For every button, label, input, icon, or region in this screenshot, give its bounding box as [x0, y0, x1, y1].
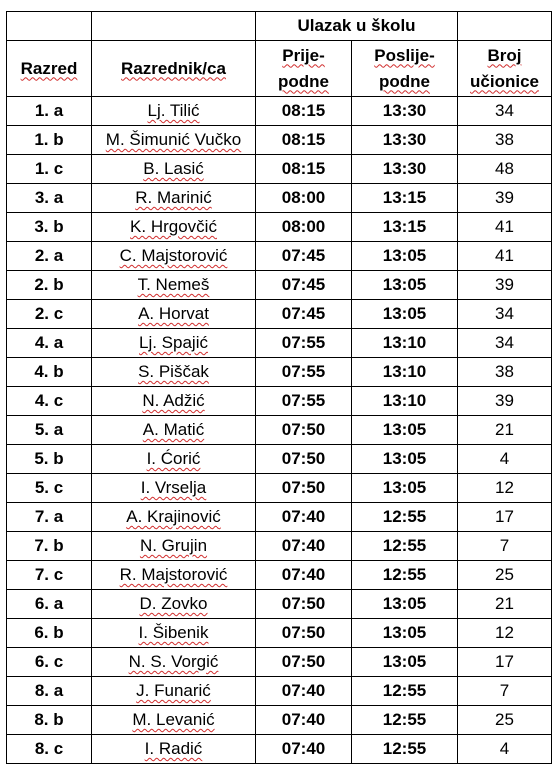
morning-time-cell: 08:15: [256, 97, 352, 126]
teacher-cell: S. Piščak: [92, 358, 256, 387]
room-cell: 4: [458, 445, 552, 474]
class-cell: 5. b: [7, 445, 92, 474]
class-cell: 4. b: [7, 358, 92, 387]
room-cell: 38: [458, 358, 552, 387]
room-cell: 4: [458, 735, 552, 764]
class-cell: 6. a: [7, 590, 92, 619]
table-row: [7, 445, 552, 474]
teacher-cell: K. Hrgovčić: [92, 213, 256, 242]
class-cell: 5. c: [7, 474, 92, 503]
teacher-cell: I. Šibenik: [92, 619, 256, 648]
room-cell: 7: [458, 677, 552, 706]
room-cell: 39: [458, 271, 552, 300]
morning-time-cell: 08:00: [256, 213, 352, 242]
teacher-cell: I. Ćorić: [92, 445, 256, 474]
room-cell: 7: [458, 532, 552, 561]
table-row: [7, 735, 552, 764]
teacher-cell: Lj. Spajić: [92, 329, 256, 358]
table-row: [7, 300, 552, 329]
class-cell: 6. b: [7, 619, 92, 648]
table-row: [7, 184, 552, 213]
teacher-cell: N. Grujin: [92, 532, 256, 561]
room-cell: 12: [458, 474, 552, 503]
room-cell: 48: [458, 155, 552, 184]
morning-time-cell: 07:50: [256, 590, 352, 619]
afternoon-time-cell: 13:05: [352, 300, 458, 329]
afternoon-time-cell: 13:30: [352, 97, 458, 126]
class-cell: 2. a: [7, 242, 92, 271]
header-afternoon: Poslije- podne: [352, 41, 458, 97]
morning-time-cell: 07:40: [256, 561, 352, 590]
table-row: [7, 590, 552, 619]
header-morning: Prije- podne: [256, 41, 352, 97]
room-cell: 21: [458, 590, 552, 619]
teacher-cell: N. S. Vorgić: [92, 648, 256, 677]
class-cell: 4. a: [7, 329, 92, 358]
class-cell: 3. a: [7, 184, 92, 213]
header-teacher: Razrednik/ca: [92, 41, 256, 97]
afternoon-time-cell: 13:05: [352, 619, 458, 648]
table-row: [7, 271, 552, 300]
teacher-cell: A. Horvat: [92, 300, 256, 329]
class-cell: 8. b: [7, 706, 92, 735]
teacher-cell: M. Levanić: [92, 706, 256, 735]
room-cell: 21: [458, 416, 552, 445]
morning-time-cell: 07:40: [256, 735, 352, 764]
afternoon-time-cell: 12:55: [352, 706, 458, 735]
morning-time-cell: 08:00: [256, 184, 352, 213]
table-row: [7, 358, 552, 387]
afternoon-time-cell: 12:55: [352, 677, 458, 706]
table-row: [7, 706, 552, 735]
afternoon-time-cell: 13:30: [352, 155, 458, 184]
class-cell: 4. c: [7, 387, 92, 416]
class-cell: 7. c: [7, 561, 92, 590]
header-row-bottom: [7, 41, 552, 97]
room-cell: 39: [458, 387, 552, 416]
room-cell: 17: [458, 648, 552, 677]
morning-time-cell: 07:50: [256, 619, 352, 648]
morning-time-cell: 08:15: [256, 155, 352, 184]
header-empty-cell: [92, 12, 256, 41]
afternoon-time-cell: 12:55: [352, 503, 458, 532]
table-row: [7, 155, 552, 184]
afternoon-time-cell: 13:05: [352, 271, 458, 300]
room-cell: 12: [458, 619, 552, 648]
table-row: [7, 532, 552, 561]
class-cell: 8. c: [7, 735, 92, 764]
table-row: [7, 677, 552, 706]
teacher-cell: R. Majstorović: [92, 561, 256, 590]
afternoon-time-cell: 13:05: [352, 474, 458, 503]
teacher-cell: M. Šimunić Vučko: [92, 126, 256, 155]
table-row: [7, 213, 552, 242]
morning-time-cell: 07:55: [256, 329, 352, 358]
header-row-top: [7, 12, 552, 41]
header-class: Razred: [7, 41, 92, 97]
room-cell: 25: [458, 706, 552, 735]
afternoon-time-cell: 13:15: [352, 184, 458, 213]
teacher-cell: J. Funarić: [92, 677, 256, 706]
table-row: [7, 242, 552, 271]
afternoon-time-cell: 13:10: [352, 329, 458, 358]
afternoon-time-cell: 12:55: [352, 561, 458, 590]
afternoon-time-cell: 12:55: [352, 735, 458, 764]
table-row: [7, 648, 552, 677]
morning-time-cell: 07:40: [256, 677, 352, 706]
afternoon-time-cell: 12:55: [352, 532, 458, 561]
teacher-cell: C. Majstorović: [92, 242, 256, 271]
morning-time-cell: 07:55: [256, 387, 352, 416]
table-row: [7, 619, 552, 648]
morning-time-cell: 07:50: [256, 416, 352, 445]
afternoon-time-cell: 13:30: [352, 126, 458, 155]
morning-time-cell: 07:50: [256, 648, 352, 677]
table-row: [7, 416, 552, 445]
morning-time-cell: 07:55: [256, 358, 352, 387]
room-cell: 25: [458, 561, 552, 590]
class-cell: 7. b: [7, 532, 92, 561]
class-cell: 3. b: [7, 213, 92, 242]
morning-time-cell: 07:40: [256, 503, 352, 532]
table-row: [7, 474, 552, 503]
class-cell: 2. b: [7, 271, 92, 300]
table-row: [7, 561, 552, 590]
room-cell: 41: [458, 242, 552, 271]
afternoon-time-cell: 13:05: [352, 648, 458, 677]
class-cell: 1. c: [7, 155, 92, 184]
class-cell: 1. a: [7, 97, 92, 126]
afternoon-time-cell: 13:05: [352, 242, 458, 271]
afternoon-time-cell: 13:10: [352, 358, 458, 387]
class-cell: 2. c: [7, 300, 92, 329]
room-cell: 34: [458, 97, 552, 126]
class-cell: 8. a: [7, 677, 92, 706]
class-cell: 1. b: [7, 126, 92, 155]
teacher-cell: D. Zovko: [92, 590, 256, 619]
morning-time-cell: 07:45: [256, 300, 352, 329]
room-cell: 17: [458, 503, 552, 532]
teacher-cell: I. Vrselja: [92, 474, 256, 503]
class-cell: 6. c: [7, 648, 92, 677]
morning-time-cell: 07:50: [256, 445, 352, 474]
teacher-cell: Lj. Tilić: [92, 97, 256, 126]
afternoon-time-cell: 13:05: [352, 590, 458, 619]
schedule-table: [6, 11, 552, 764]
table-row: [7, 329, 552, 358]
room-cell: 34: [458, 300, 552, 329]
header-room: Broj učionice: [458, 41, 552, 97]
table-row: [7, 126, 552, 155]
header-empty-cell: [458, 12, 552, 41]
morning-time-cell: 07:50: [256, 474, 352, 503]
teacher-cell: R. Marinić: [92, 184, 256, 213]
teacher-cell: A. Matić: [92, 416, 256, 445]
teacher-cell: A. Krajinović: [92, 503, 256, 532]
morning-time-cell: 07:40: [256, 706, 352, 735]
room-cell: 41: [458, 213, 552, 242]
teacher-cell: I. Radić: [92, 735, 256, 764]
class-cell: 7. a: [7, 503, 92, 532]
afternoon-time-cell: 13:05: [352, 445, 458, 474]
morning-time-cell: 08:15: [256, 126, 352, 155]
morning-time-cell: 07:45: [256, 271, 352, 300]
table-row: [7, 503, 552, 532]
afternoon-time-cell: 13:05: [352, 416, 458, 445]
header-empty-cell: [7, 12, 92, 41]
table-row: [7, 97, 552, 126]
teacher-cell: N. Adžić: [92, 387, 256, 416]
afternoon-time-cell: 13:15: [352, 213, 458, 242]
header-entry-time-group: Ulazak u školu: [256, 12, 458, 41]
room-cell: 38: [458, 126, 552, 155]
room-cell: 39: [458, 184, 552, 213]
teacher-cell: T. Nemeš: [92, 271, 256, 300]
afternoon-time-cell: 13:10: [352, 387, 458, 416]
teacher-cell: B. Lasić: [92, 155, 256, 184]
class-cell: 5. a: [7, 416, 92, 445]
table-row: [7, 387, 552, 416]
morning-time-cell: 07:45: [256, 242, 352, 271]
room-cell: 34: [458, 329, 552, 358]
morning-time-cell: 07:40: [256, 532, 352, 561]
